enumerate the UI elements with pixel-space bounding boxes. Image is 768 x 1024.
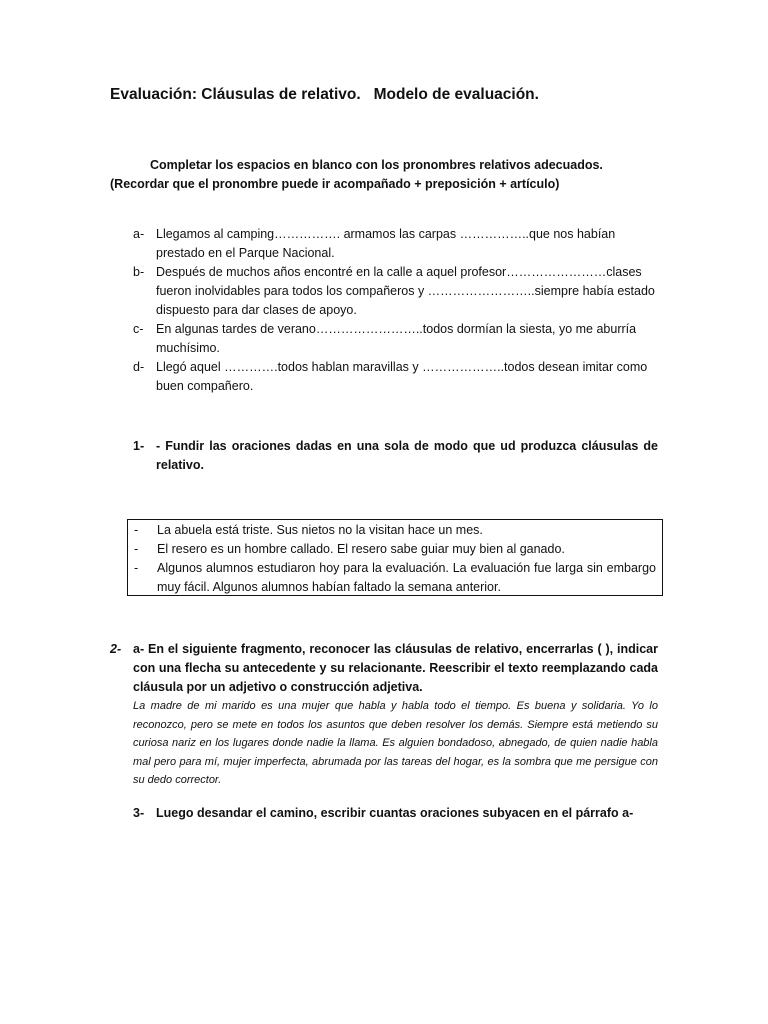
item-marker: c-: [133, 322, 144, 336]
section-marker: 1-: [133, 439, 145, 453]
list-item: [133, 320, 658, 358]
list-item: [134, 540, 656, 559]
bullet-marker: -: [134, 542, 139, 556]
section-heading-text: a- En el siguiente fragmento, reconocer las cláusulas de relativo, encerrarlas ( ), indicar con una flecha su antecedente y su relacionante. Reescribir el texto reemplazando cada cláusula por un adjetivo o construcción adjetiva.: [133, 642, 658, 694]
bullet-marker: -: [134, 523, 139, 537]
item-text: En algunas tardes de verano……………………..todos dormían la siesta, yo me aburría muchísimo.: [156, 322, 637, 355]
sentences-box: [127, 519, 663, 596]
item-text: La abuela está triste. Sus nietos no la visitan hace un mes.: [157, 523, 483, 537]
item-marker: a-: [133, 227, 145, 241]
item-marker: b-: [133, 265, 145, 279]
list-item: [134, 521, 656, 540]
list-item: [133, 263, 658, 320]
reading-passage: La madre de mi marido es una mujer que habla y habla todo el tiempo. Es buena y solidaria. Yo lo reconozco, pero se mete en todos los asuntos que deben resolver los demás. Siempre está metiendo su curiosa nariz en los lugares donde nadie la llama. Es alguien bondadoso, abnegado, de quien nadie habla mal pero para mí, mujer imperfecta, abrumada por las tareas del hogar, es la sombra que me persigue con su dedo corrector.: [133, 700, 658, 786]
section-marker: 2-: [110, 642, 122, 656]
list-item: [134, 559, 656, 597]
page-title: Evaluación: Cláusulas de relativo. Modelo de evaluación.: [110, 86, 539, 103]
item-marker: d-: [133, 360, 145, 374]
item-text: Algunos alumnos estudiaron hoy para la evaluación. La evaluación fue larga sin embargo muy fácil. Algunos alumnos habían faltado la semana anterior.: [157, 561, 656, 594]
section-heading: [110, 640, 658, 697]
section-text: Luego desandar el camino, escribir cuantas oraciones subyacen en el párrafo a-: [156, 806, 634, 820]
item-text: Llegamos al camping……………. armamos las carpas ……………..que nos habían prestado en el Parque Nacional.: [156, 227, 616, 260]
item-text: Llegó aquel ………….todos hablan maravillas y ………………..todos desean imitar como buen compañero.: [156, 360, 648, 393]
section-2: [110, 640, 658, 790]
instructions: Completar los espacios en blanco con los pronombres relativos adecuados. (Recordar que el pronombre puede ir acompañado + preposición + artículo): [110, 158, 603, 191]
section-3: [133, 804, 658, 823]
list-item: [133, 225, 658, 263]
section-marker: 3-: [133, 806, 145, 820]
list-item: [133, 358, 658, 396]
section-1: [133, 437, 658, 475]
item-text: Después de muchos años encontré en la calle a aquel profesor……………………clases fueron inolvidables para todos los compañeros y ……………………..siempre había estado dispuesto para dar clases de apoyo.: [156, 265, 655, 317]
section-text: - Fundir las oraciones dadas en una sola de modo que ud produzca cláusulas de relativo.: [156, 439, 658, 472]
item-text: El resero es un hombre callado. El resero sabe guiar muy bien al ganado.: [157, 542, 565, 556]
fill-in-list: [133, 225, 658, 396]
bullet-marker: -: [134, 561, 139, 575]
